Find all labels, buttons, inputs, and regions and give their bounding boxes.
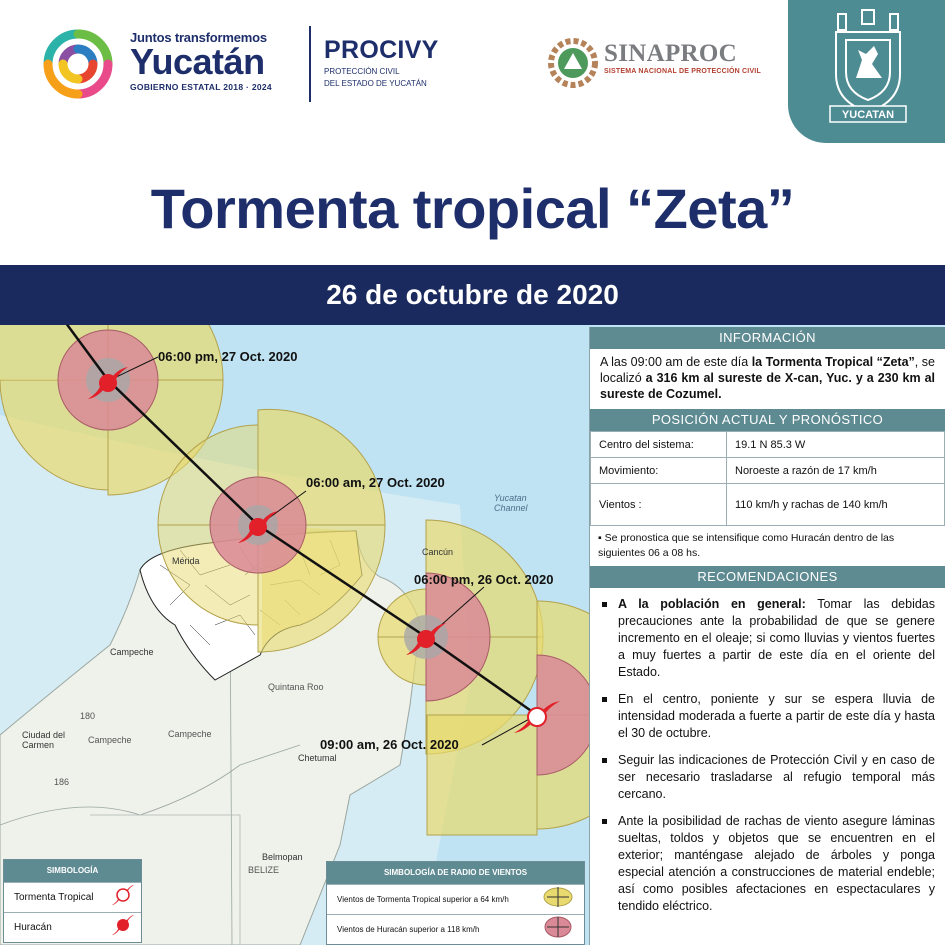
recommendations-list	[590, 588, 945, 915]
table-row	[591, 484, 945, 526]
place-merida: Mérida	[172, 556, 200, 566]
procivy-logo	[324, 36, 439, 89]
recommendation-text: En el centro, poniente y sur se espera lluvia de intensidad moderada a fuerte a partir de este día y hasta el 30 de octubre.	[618, 692, 935, 740]
hurricane-icon	[110, 913, 136, 937]
forecast-note-text: Se pronostica que se intensifique como Huracán dentro de las siguientes 06 a 08 hs.	[598, 532, 895, 559]
recommendation-text: Tomar las debidas precauciones ante la probabilidad de que se genere incremento en el oleaje; si como lluvias y vientos fuertes a muy fuertes a partir de este día en el oriente del Estado.	[618, 597, 936, 679]
tropical-storm-icon	[110, 883, 136, 907]
row-key: Movimiento:	[591, 458, 727, 484]
forecast-label-26oct-am: 09:00 am, 26 Oct. 2020	[320, 737, 459, 752]
row-value: 110 km/h y rachas de 140 km/h	[727, 484, 945, 526]
position-table	[590, 431, 945, 526]
row-key: Vientos :	[591, 484, 727, 526]
tropical-wind-radius-icon	[543, 885, 573, 909]
place-belize: BELIZE	[248, 865, 280, 875]
highway-186: 186	[54, 777, 70, 787]
wind-radius-legend-title: SIMBOLOGÍA DE RADIO DE VIENTOS	[327, 862, 584, 884]
wind-legend-label: Vientos de Huracán superior a 118 km/h	[337, 925, 480, 934]
position-heading: POSICIÓN ACTUAL Y PRONÓSTICO	[590, 409, 945, 431]
government-name: Yucatán	[130, 41, 265, 82]
row-value: Noroeste a razón de 17 km/h	[727, 458, 945, 484]
list-item	[598, 596, 935, 681]
date-bar	[0, 265, 945, 325]
sinaproc-subtitle: SISTEMA NACIONAL DE PROTECCIÓN CIVIL	[604, 68, 761, 75]
symbol-legend-label: Huracán	[14, 922, 52, 933]
bulletin-date: 26 de octubre de 2020	[326, 279, 619, 310]
government-period: GOBIERNO ESTATAL 2018 · 2024	[130, 82, 272, 92]
page-title: Tormenta tropical “Zeta”	[150, 177, 795, 240]
sinaproc-emblem-icon	[548, 38, 598, 88]
info-text	[590, 349, 945, 409]
yucatan-shield-icon	[826, 8, 910, 124]
info-heading: INFORMACIÓN	[590, 327, 945, 349]
procivy-name: PROCIVY	[324, 36, 439, 64]
procivy-subtitle-2: DEL ESTADO DE YUCATÁN	[324, 79, 427, 88]
place-ciudad-del-carmen-1: Ciudad del	[22, 730, 66, 740]
shield-label: YUCATAN	[841, 109, 895, 121]
info-panel	[589, 327, 945, 945]
water-yucatan-channel-2: Channel	[494, 503, 528, 513]
symbol-legend-label: Tormenta Tropical	[14, 892, 94, 903]
forecast-label-27oct-am: 06:00 am, 27 Oct. 2020	[306, 475, 445, 490]
list-item	[598, 813, 935, 915]
place-campeche-city: Campeche	[110, 647, 154, 657]
info-text-storm-name: la Tormenta Tropical “Zeta”	[751, 355, 915, 369]
place-chetumal: Chetumal	[298, 753, 337, 763]
recommendations-heading: RECOMENDACIONES	[590, 566, 945, 588]
list-item	[598, 691, 935, 742]
list-item	[598, 752, 935, 803]
hurricane-wind-radius-icon	[543, 915, 573, 939]
yucatan-shield-panel	[788, 0, 945, 143]
place-quintana-roo: Quintana Roo	[268, 682, 324, 692]
forecast-label-27oct-pm: 06:00 pm, 27 Oct. 2020	[158, 349, 298, 364]
info-text-location: a 316 km al sureste de X-can, Yuc. y a 230 km al sureste de Cozumel.	[600, 371, 935, 401]
yucatan-government-wordmark	[130, 30, 272, 92]
wind-legend-label: Vientos de Tormenta Tropical superior a 64 km/h	[337, 895, 509, 904]
info-text-part: A las 09:00 am de este día	[600, 355, 752, 369]
place-campeche-state: Campeche	[88, 735, 132, 745]
info-text-part: , se localizó	[600, 355, 935, 385]
recommendation-text: Ante la posibilidad de rachas de viento asegure láminas sueltas, toldos y objetos que se encuentren en el exterior; manténgase alejado de árboles y ponga especial atención a construcciones de material endeble; así como posibles afectaciones en espectaculares y tendido eléctrico.	[618, 814, 935, 913]
recommendation-lead: A la población en general:	[618, 597, 806, 611]
sinaproc-wordmark	[604, 40, 761, 75]
header	[0, 0, 945, 150]
sinaproc-name: SINAPROC	[604, 40, 737, 67]
table-row	[591, 432, 945, 458]
place-cancun: Cancún	[422, 547, 454, 557]
wind-legend-row-hurricane	[327, 914, 584, 944]
header-divider	[309, 26, 311, 102]
procivy-subtitle-1: PROTECCIÓN CIVIL	[324, 67, 400, 76]
yucatan-government-logo	[38, 24, 118, 104]
row-value: 19.1 N 85.3 W	[727, 432, 945, 458]
place-campeche-state-2: Campeche	[168, 729, 212, 739]
symbol-legend-title: SIMBOLOGÍA	[4, 860, 141, 882]
wind-legend-row-tropical	[327, 884, 584, 914]
forecast-note: ▪ Se pronostica que se intensifique como Huracán dentro de las siguientes 06 a 08 hs.	[598, 532, 895, 559]
place-ciudad-del-carmen-2: Carmen	[22, 740, 55, 750]
place-belmopan: Belmopan	[262, 852, 303, 862]
highway-180: 180	[80, 711, 96, 721]
symbol-legend-row-tropical-storm	[4, 882, 141, 912]
symbol-legend	[3, 859, 142, 943]
row-key: Centro del sistema:	[591, 432, 727, 458]
recommendation-text: Seguir las indicaciones de Protección Civil y en caso de ser necesario trasladarse al refugio temporal más cercano.	[618, 753, 935, 801]
symbol-legend-row-hurricane	[4, 912, 141, 942]
water-yucatan-channel-1: Yucatan	[494, 493, 527, 503]
table-row	[591, 458, 945, 484]
wind-radius-legend	[326, 861, 585, 945]
forecast-label-26oct-pm: 06:00 pm, 26 Oct. 2020	[414, 572, 554, 587]
government-tagline: Juntos transformemos	[130, 30, 267, 45]
